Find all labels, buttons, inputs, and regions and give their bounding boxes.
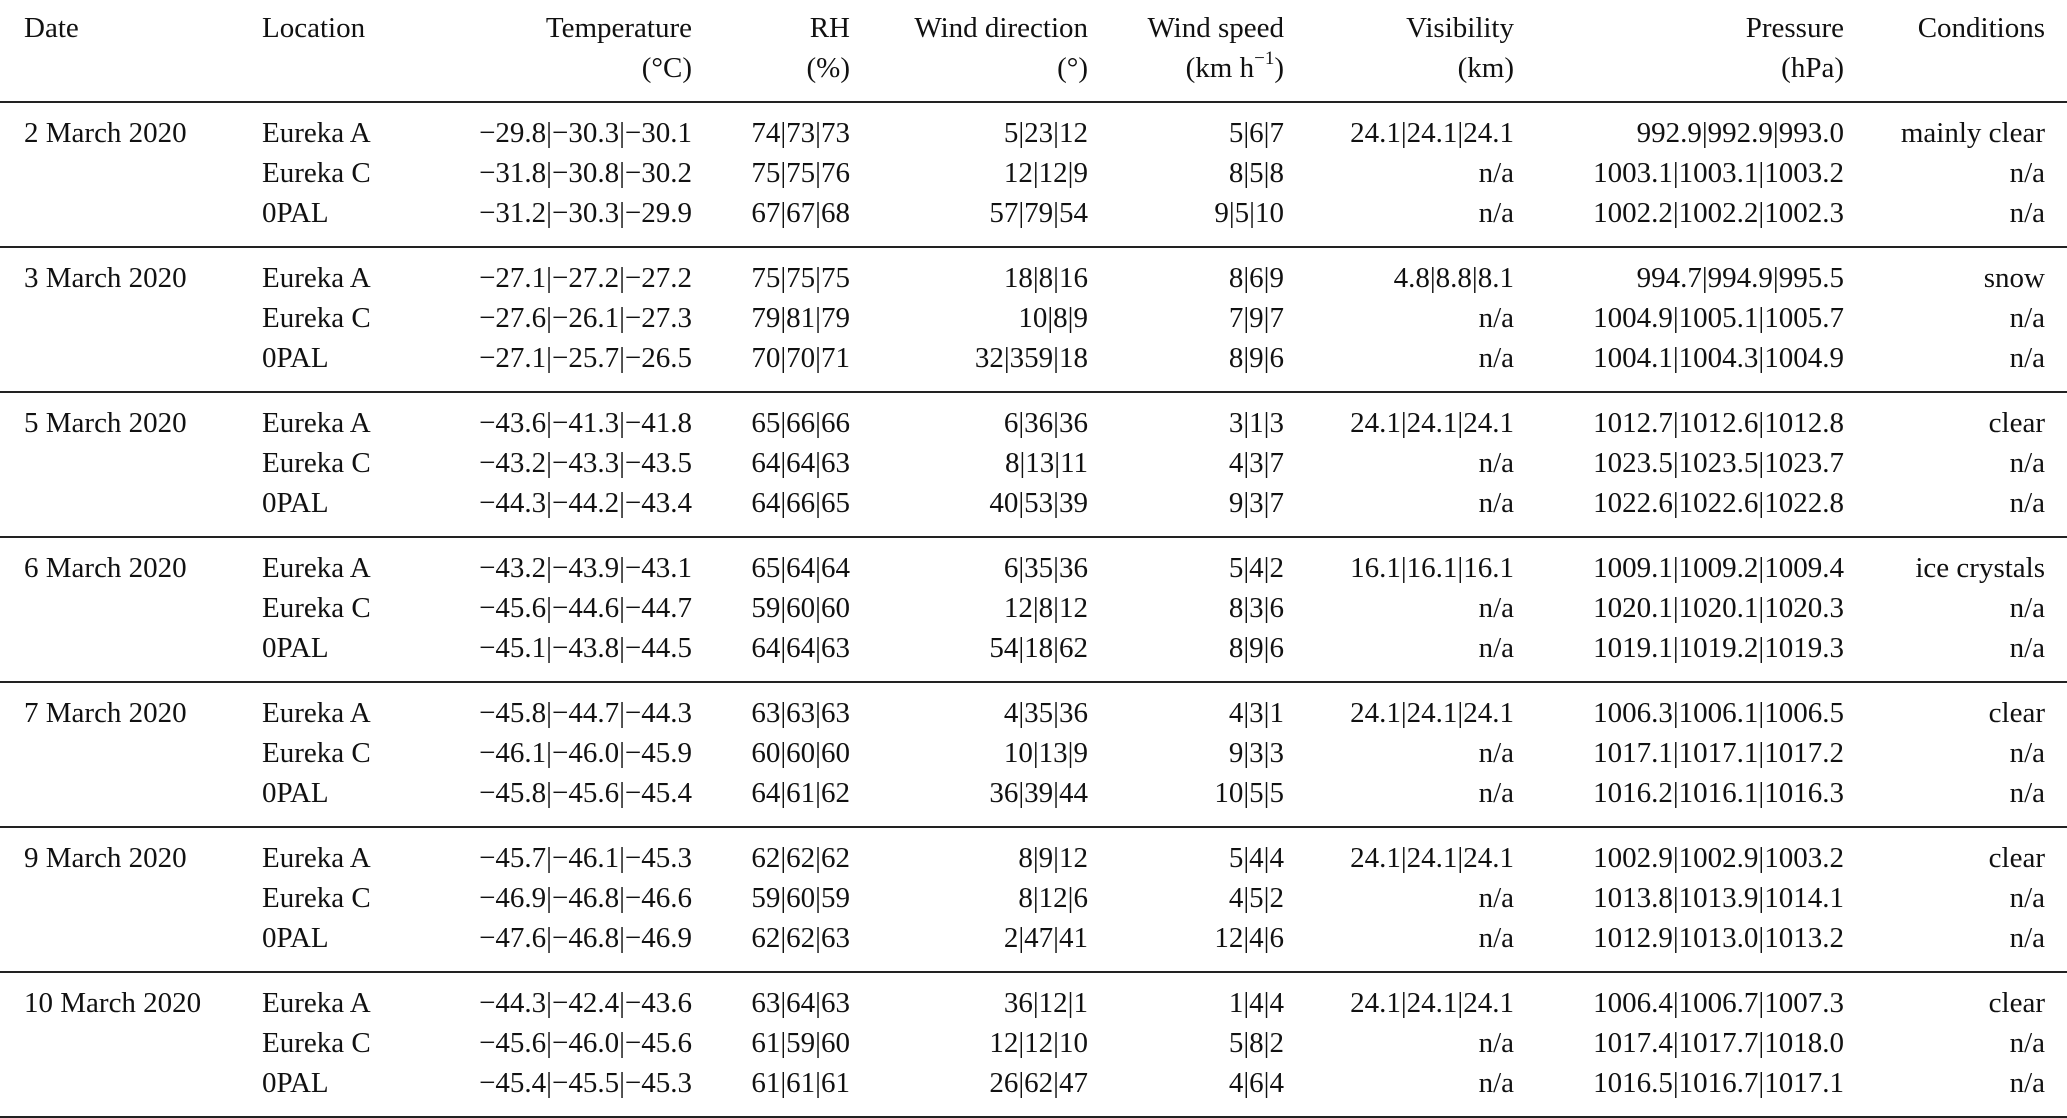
cell-wind-direction: 40|53|39 [989,487,1088,519]
cell-rh: 62|62|63 [751,922,850,954]
cell-wind-speed: 8|9|6 [1228,632,1284,664]
header-rh [692,0,850,102]
cell-date: 10 March 2020 [24,987,202,1019]
cell-wind-direction: 36|12|1 [1003,987,1088,1019]
cell-conditions: ice crystals [1915,552,2045,584]
cell-pressure: 1012.7|1012.6|1012.8 [1593,407,1844,439]
cell-location: Eureka C [262,882,371,914]
cell-visibility: n/a [1478,922,1514,954]
cell-wind-direction: 12|12|9 [1003,157,1088,189]
cell-date [0,483,262,537]
cell-visibility: 24.1|24.1|24.1 [1350,842,1514,874]
cell-wind-direction: 8|13|11 [1004,447,1088,479]
cell-location: Eureka C [262,302,371,334]
cell-rh: 74|73|73 [751,117,850,149]
cell-location: 0PAL [262,777,329,809]
header-wind-speed-unit-close: ) [1274,52,1284,84]
cell-location: 0PAL [262,632,329,664]
cell-rh: 65|64|64 [751,552,850,584]
cell-wind-direction: 4|35|36 [1003,697,1088,729]
cell-conditions: mainly clear [1900,117,2045,149]
cell-temperature: −27.1|−25.7|−26.5 [479,342,692,374]
cell-wind-speed: 8|3|6 [1228,592,1284,624]
cell-wind-direction: 8|12|6 [1018,882,1088,914]
cell-visibility: n/a [1478,777,1514,809]
table-header [0,0,2067,102]
cell-rh: 79|81|79 [751,302,850,334]
cell-pressure: 1017.1|1017.1|1017.2 [1593,737,1844,769]
table-row [0,153,2067,193]
cell-wind-direction: 26|62|47 [989,1067,1088,1099]
cell-temperature: −43.6|−41.3|−41.8 [479,407,692,439]
cell-conditions: n/a [2009,922,2045,954]
table-row [0,392,2067,443]
table-row [0,483,2067,537]
date-group [0,827,2067,972]
cell-wind-speed: 5|8|2 [1228,1027,1284,1059]
cell-pressure: 1016.5|1016.7|1017.1 [1593,1067,1844,1099]
cell-temperature: −44.3|−44.2|−43.4 [479,487,692,519]
cell-rh: 61|59|60 [751,1027,850,1059]
cell-temperature: −45.7|−46.1|−45.3 [479,842,692,874]
header-visibility [1284,0,1514,102]
cell-date: 5 March 2020 [24,407,187,439]
cell-rh: 61|61|61 [751,1067,850,1099]
cell-pressure: 1016.2|1016.1|1016.3 [1593,777,1844,809]
cell-location: Eureka A [262,987,371,1019]
cell-date: 7 March 2020 [24,697,187,729]
cell-wind-speed: 5|4|2 [1228,552,1284,584]
cell-location: 0PAL [262,342,329,374]
cell-wind-direction: 10|13|9 [1003,737,1088,769]
cell-location: Eureka A [262,117,371,149]
cell-temperature: −46.1|−46.0|−45.9 [479,737,692,769]
cell-wind-speed: 10|5|5 [1214,777,1284,809]
date-group [0,537,2067,682]
header-pressure-unit: (hPa) [1781,52,1844,84]
cell-temperature: −43.2|−43.3|−43.5 [479,447,692,479]
cell-conditions: n/a [2009,447,2045,479]
cell-wind-direction: 54|18|62 [989,632,1088,664]
cell-date [0,1063,262,1117]
table-row [0,338,2067,392]
cell-temperature: −45.8|−45.6|−45.4 [479,777,692,809]
header-conditions: Conditions [1917,12,2045,44]
cell-conditions: n/a [2009,302,2045,334]
cell-date [0,338,262,392]
cell-location: 0PAL [262,922,329,954]
cell-wind-direction: 36|39|44 [989,777,1088,809]
cell-date [0,733,262,773]
header-wind-direction-label: Wind direction [914,12,1088,44]
cell-location: Eureka C [262,592,371,624]
table-row [0,972,2067,1023]
cell-wind-direction: 2|47|41 [1003,922,1088,954]
cell-location: 0PAL [262,487,329,519]
cell-pressure: 1023.5|1023.5|1023.7 [1593,447,1844,479]
header-pressure-label: Pressure [1745,12,1844,44]
cell-temperature: −27.1|−27.2|−27.2 [479,262,692,294]
cell-date [0,588,262,628]
cell-pressure: 1020.1|1020.1|1020.3 [1593,592,1844,624]
cell-temperature: −31.8|−30.8|−30.2 [479,157,692,189]
cell-location: 0PAL [262,197,329,229]
cell-date: 9 March 2020 [24,842,187,874]
cell-visibility: n/a [1478,632,1514,664]
cell-conditions: clear [1988,842,2045,874]
cell-rh: 64|64|63 [751,447,850,479]
header-wind-speed-unit [1088,48,1284,88]
cell-pressure: 1013.8|1013.9|1014.1 [1593,882,1844,914]
cell-wind-speed: 4|6|4 [1228,1067,1284,1099]
cell-conditions: n/a [2009,737,2045,769]
cell-visibility: n/a [1478,1067,1514,1099]
cell-wind-speed: 3|1|3 [1228,407,1284,439]
cell-wind-direction: 6|35|36 [1003,552,1088,584]
cell-date [0,153,262,193]
cell-visibility: n/a [1478,592,1514,624]
table-row [0,827,2067,878]
cell-pressure: 1006.3|1006.1|1006.5 [1593,697,1844,729]
cell-temperature: −29.8|−30.3|−30.1 [479,117,692,149]
cell-date [0,443,262,483]
date-group [0,247,2067,392]
cell-wind-speed: 8|9|6 [1228,342,1284,374]
table-row [0,443,2067,483]
cell-pressure: 994.7|994.9|995.5 [1636,262,1844,294]
cell-temperature: −43.2|−43.9|−43.1 [479,552,692,584]
cell-location: Eureka A [262,552,371,584]
cell-temperature: −45.8|−44.7|−44.3 [479,697,692,729]
cell-conditions: clear [1988,407,2045,439]
cell-location: Eureka A [262,407,371,439]
cell-wind-speed: 4|5|2 [1228,882,1284,914]
cell-date: 2 March 2020 [24,117,187,149]
header-row [0,0,2067,102]
cell-wind-speed: 9|5|10 [1214,197,1284,229]
table-row [0,298,2067,338]
table-row [0,682,2067,733]
cell-date [0,878,262,918]
cell-conditions: n/a [2009,487,2045,519]
cell-wind-speed: 12|4|6 [1214,922,1284,954]
table-row [0,247,2067,298]
cell-wind-speed: 4|3|7 [1228,447,1284,479]
cell-visibility: n/a [1478,1027,1514,1059]
cell-wind-direction: 32|359|18 [974,342,1088,374]
cell-rh: 70|70|71 [751,342,850,374]
cell-rh: 75|75|75 [751,262,850,294]
table-row [0,537,2067,588]
date-group [0,682,2067,827]
cell-wind-speed: 7|9|7 [1228,302,1284,334]
cell-visibility: 4.8|8.8|8.1 [1393,262,1514,294]
header-temperature [422,0,692,102]
cell-temperature: −46.9|−46.8|−46.6 [479,882,692,914]
cell-pressure: 1006.4|1006.7|1007.3 [1593,987,1844,1019]
cell-conditions: n/a [2009,1067,2045,1099]
cell-temperature: −45.4|−45.5|−45.3 [479,1067,692,1099]
cell-rh: 65|66|66 [751,407,850,439]
cell-date [0,918,262,972]
cell-wind-speed: 1|4|4 [1228,987,1284,1019]
table-row [0,918,2067,972]
table-row [0,588,2067,628]
cell-rh: 64|66|65 [751,487,850,519]
cell-wind-direction: 5|23|12 [1003,117,1088,149]
cell-rh: 75|75|76 [751,157,850,189]
cell-visibility: n/a [1478,882,1514,914]
header-date: Date [24,12,79,44]
table-row [0,193,2067,247]
cell-location: Eureka A [262,842,371,874]
cell-visibility: n/a [1478,197,1514,229]
cell-location: Eureka C [262,737,371,769]
cell-wind-direction: 18|8|16 [1003,262,1088,294]
cell-pressure: 1004.1|1004.3|1004.9 [1593,342,1844,374]
cell-wind-speed: 8|6|9 [1228,262,1284,294]
cell-rh: 59|60|59 [751,882,850,914]
cell-conditions: n/a [2009,592,2045,624]
cell-wind-direction: 12|8|12 [1003,592,1088,624]
cell-conditions: clear [1988,697,2045,729]
cell-pressure: 1009.1|1009.2|1009.4 [1593,552,1844,584]
cell-date [0,628,262,682]
date-group [0,972,2067,1117]
cell-visibility: 24.1|24.1|24.1 [1350,117,1514,149]
cell-visibility: 24.1|24.1|24.1 [1350,697,1514,729]
header-rh-label: RH [809,12,850,44]
cell-rh: 62|62|62 [751,842,850,874]
cell-temperature: −31.2|−30.3|−29.9 [479,197,692,229]
cell-pressure: 992.9|992.9|993.0 [1636,117,1844,149]
cell-pressure: 1012.9|1013.0|1013.2 [1593,922,1844,954]
cell-pressure: 1019.1|1019.2|1019.3 [1593,632,1844,664]
cell-wind-speed: 5|6|7 [1228,117,1284,149]
cell-pressure: 1022.6|1022.6|1022.8 [1593,487,1844,519]
header-visibility-unit: (km) [1457,52,1514,84]
cell-location: Eureka C [262,1027,371,1059]
table-row [0,878,2067,918]
cell-visibility: n/a [1478,302,1514,334]
cell-conditions: clear [1988,987,2045,1019]
cell-wind-speed: 9|3|7 [1228,487,1284,519]
date-group [0,392,2067,537]
cell-rh: 59|60|60 [751,592,850,624]
cell-date: 6 March 2020 [24,552,187,584]
cell-temperature: −27.6|−26.1|−27.3 [479,302,692,334]
header-temperature-label: Temperature [545,12,692,44]
cell-location: Eureka A [262,262,371,294]
cell-temperature: −47.6|−46.8|−46.9 [479,922,692,954]
cell-visibility: n/a [1478,737,1514,769]
header-visibility-label: Visibility [1406,12,1514,44]
cell-wind-speed: 9|3|3 [1228,737,1284,769]
cell-rh: 64|64|63 [751,632,850,664]
date-group [0,102,2067,247]
cell-pressure: 1004.9|1005.1|1005.7 [1593,302,1844,334]
header-temperature-unit: (°C) [641,52,692,84]
cell-date: 3 March 2020 [24,262,187,294]
cell-location: Eureka A [262,697,371,729]
cell-wind-direction: 8|9|12 [1018,842,1088,874]
cell-date [0,773,262,827]
cell-conditions: n/a [2009,197,2045,229]
cell-visibility: n/a [1478,487,1514,519]
cell-conditions: n/a [2009,882,2045,914]
cell-conditions: snow [1983,262,2045,294]
cell-visibility: n/a [1478,447,1514,479]
table-row [0,1023,2067,1063]
table-row [0,102,2067,153]
header-wind-speed [1088,0,1284,102]
cell-wind-speed: 8|5|8 [1228,157,1284,189]
cell-rh: 60|60|60 [751,737,850,769]
cell-location: 0PAL [262,1067,329,1099]
cell-date [0,298,262,338]
cell-visibility: 24.1|24.1|24.1 [1350,987,1514,1019]
table-row [0,1063,2067,1117]
header-rh-unit: (%) [806,52,850,84]
cell-wind-direction: 12|12|10 [989,1027,1088,1059]
header-location: Location [262,12,366,44]
cell-wind-speed: 5|4|4 [1228,842,1284,874]
cell-temperature: −44.3|−42.4|−43.6 [479,987,692,1019]
cell-visibility: n/a [1478,342,1514,374]
cell-temperature: −45.6|−46.0|−45.6 [479,1027,692,1059]
cell-location: Eureka C [262,157,371,189]
table-row [0,628,2067,682]
header-wind-direction [850,0,1088,102]
cell-conditions: n/a [2009,777,2045,809]
cell-location: Eureka C [262,447,371,479]
header-wind-speed-unit-exponent: −1 [1254,48,1275,70]
cell-temperature: −45.1|−43.8|−44.5 [479,632,692,664]
header-wind-speed-unit-base: (km h [1185,52,1255,84]
cell-wind-speed: 4|3|1 [1228,697,1284,729]
cell-rh: 63|64|63 [751,987,850,1019]
cell-pressure: 1003.1|1003.1|1003.2 [1593,157,1844,189]
cell-conditions: n/a [2009,342,2045,374]
cell-pressure: 1002.9|1002.9|1003.2 [1593,842,1844,874]
cell-rh: 67|67|68 [751,197,850,229]
cell-visibility: n/a [1478,157,1514,189]
cell-pressure: 1017.4|1017.7|1018.0 [1593,1027,1844,1059]
cell-wind-direction: 10|8|9 [1018,302,1088,334]
cell-wind-direction: 57|79|54 [989,197,1088,229]
cell-rh: 63|63|63 [751,697,850,729]
header-wind-speed-label: Wind speed [1147,12,1284,44]
header-wind-direction-unit: (°) [1057,52,1088,84]
cell-pressure: 1002.2|1002.2|1002.3 [1593,197,1844,229]
header-pressure [1514,0,1844,102]
cell-temperature: −45.6|−44.6|−44.7 [479,592,692,624]
cell-conditions: n/a [2009,157,2045,189]
cell-rh: 64|61|62 [751,777,850,809]
table-row [0,733,2067,773]
cell-visibility: 24.1|24.1|24.1 [1350,407,1514,439]
cell-wind-direction: 6|36|36 [1003,407,1088,439]
table-row [0,773,2067,827]
cell-date [0,1023,262,1063]
cell-visibility: 16.1|16.1|16.1 [1350,552,1514,584]
cell-conditions: n/a [2009,1027,2045,1059]
cell-conditions: n/a [2009,632,2045,664]
cell-date [0,193,262,247]
